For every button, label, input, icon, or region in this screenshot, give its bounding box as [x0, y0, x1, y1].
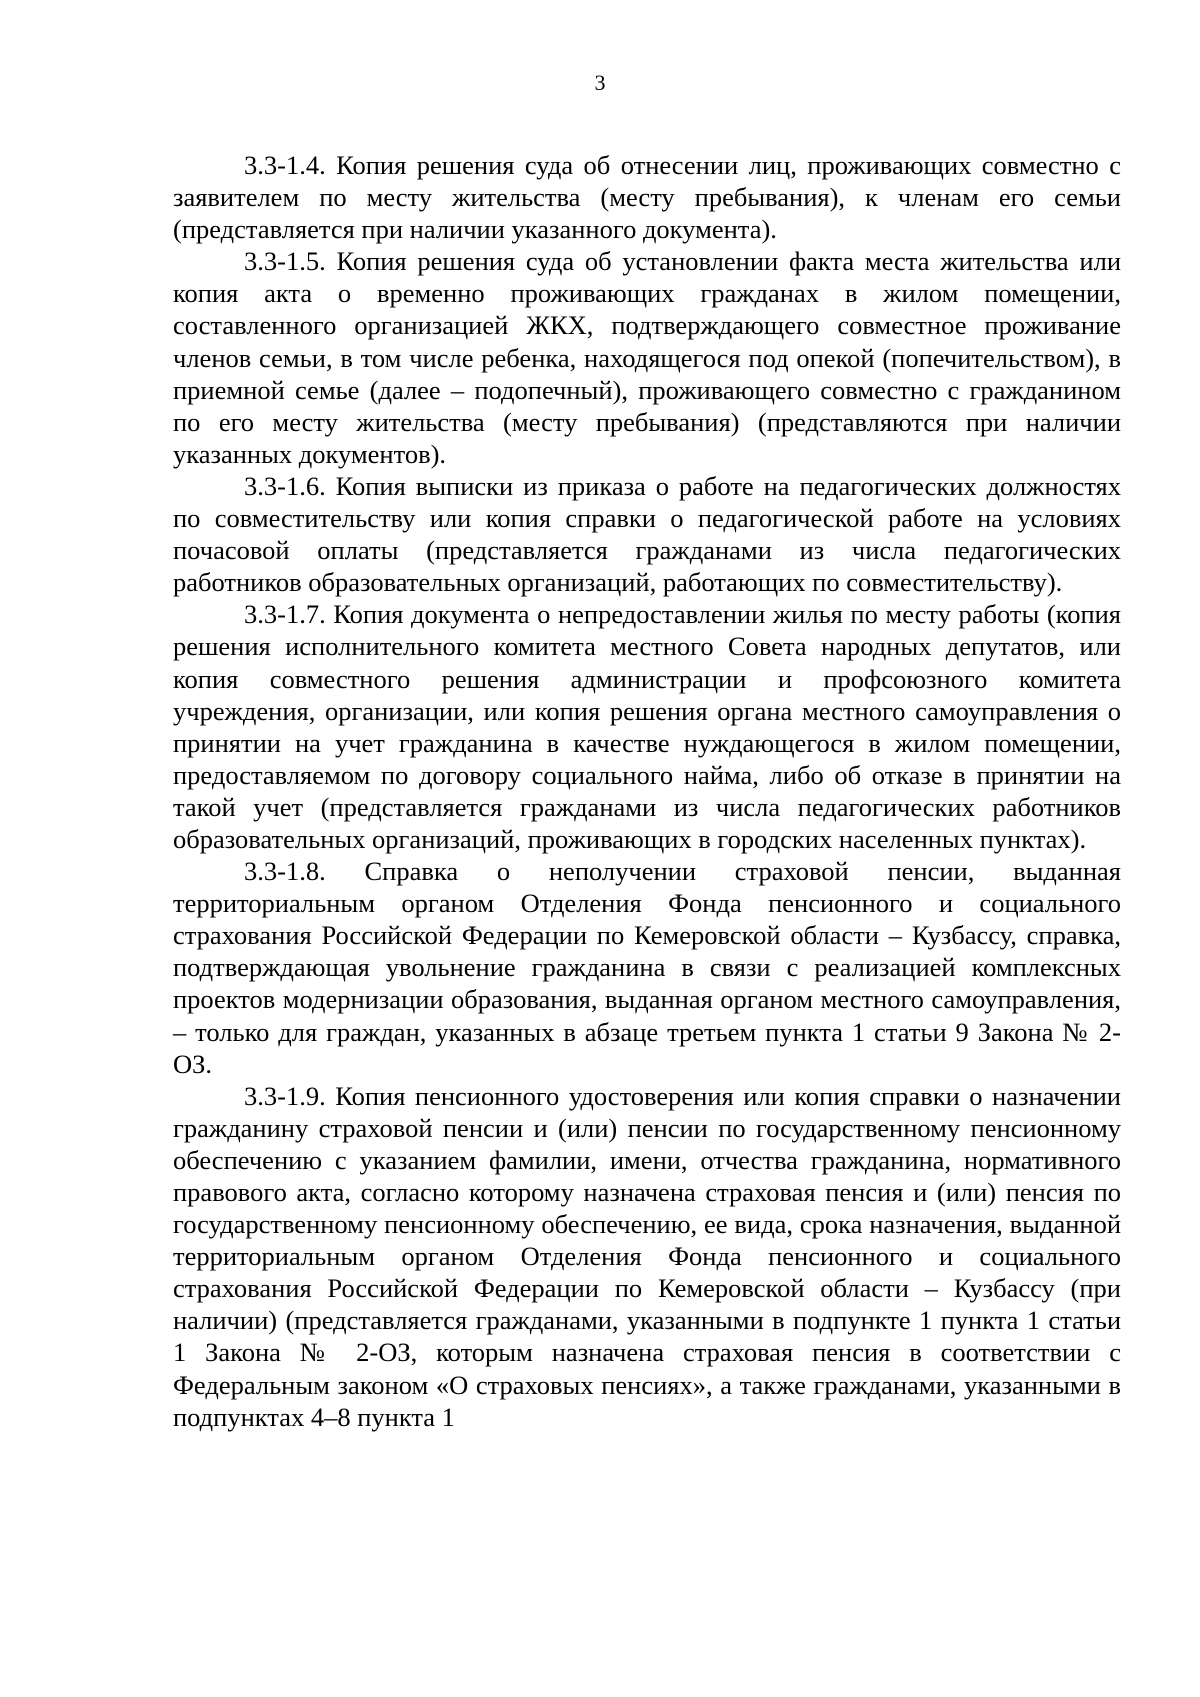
paragraph-3-3-1-7: 3.3-1.7. Копия документа о непредоставлении жилья по месту работы (копия решения исполнительного комитета местного Совета народных депутатов, или копия совместного решения администрации и профсоюзного комитета учреждения, организации, или копия решения органа местного самоуправления о принятии на учет гражданина в качестве нуждающегося в жилом помещении, предоставляемом по договору социального найма, либо об отказе в принятии на такой учет (представляется гражданами из числа педагогических работников образовательных организаций, проживающих в городских населенных пунктах). — [173, 599, 1121, 854]
paragraph-3-3-1-8: 3.3-1.8. Справка о неполучении страховой пенсии, выданная территориальным органом Отделения Фонда пенсионного и социального страхования Российской Федерации по Кемеровской области – Кузбассу, справка, подтверждающая увольнение гражданина в связи с реализацией комплексных проектов модернизации образования, выданная органом местного самоуправления, – только для граждан, указанных в абзаце третьем пункта 1 статьи 9 Закона № 2-ОЗ. — [173, 856, 1121, 1079]
document-body — [173, 149, 1121, 1433]
page-number: 3 — [594, 70, 606, 95]
paragraph-3-3-1-9: 3.3-1.9. Копия пенсионного удостоверения или копия справки о назначении гражданину страховой пенсии и (или) пенсии по государственному пенсионному обеспечению с указанием фамилии, имени, отчества гражданина, нормативного правового акта, согласно которому назначена страховая пенсия и (или) пенсия по государственному пенсионному обеспечению, ее вида, срока назначения, выданной территориальным органом Отделения Фонда пенсионного и социального страхования Российской Федерации по Кемеровской области – Кузбассу (при наличии) (представляется гражданами, указанными в подпункте 1 пункта 1 статьи 1 Закона № 2-ОЗ, которым назначена страховая пенсия в соответствии с Федеральным законом «О страховых пенсиях», а также гражданами, указанными в подпунктах 4–8 пункта 1 — [173, 1080, 1121, 1432]
paragraph-3-3-1-4: 3.3-1.4. Копия решения суда об отнесении лиц, проживающих совместно с заявителем по месту жительства (месту пребывания), к членам его семьи (представляется при наличии указанного документа). — [173, 150, 1121, 245]
paragraph-3-3-1-6: 3.3-1.6. Копия выписки из приказа о работе на педагогических должностях по совместительству или копия справки о педагогической работе на условиях почасовой оплаты (представляется гражданами из числа педагогических работников образовательных организаций, работающих по совместительству). — [173, 470, 1121, 598]
paragraph-3-3-1-5: 3.3-1.5. Копия решения суда об установлении факта места жительства или копия акта о временно проживающих гражданах в жилом помещении, составленного организацией ЖКХ, подтверждающего совместное проживание членов семьи, в том числе ребенка, находящегося под опекой (попечительством), в приемной семье (далее – подопечный), проживающего совместно с гражданином по его месту жительства (месту пребывания) (представляются при наличии указанных документов). — [173, 246, 1121, 469]
